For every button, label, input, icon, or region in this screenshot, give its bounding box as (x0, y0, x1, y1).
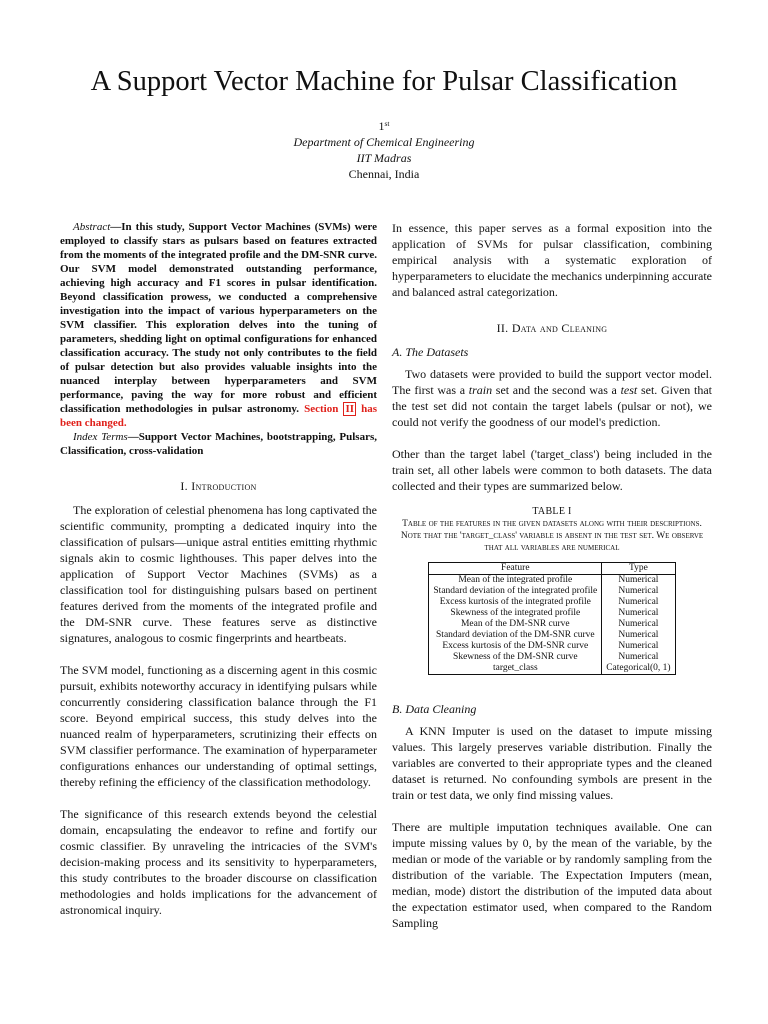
table-cell: Mean of the DM-SNR curve (429, 619, 602, 630)
table-row (429, 663, 675, 675)
cleaning-paragraph-2: There are multiple imputation techniques available. One can impute missing values by 0, by the mean of the variable, by the median or mode of the variable or by randomly sampling from the distribution of the variable. The Expectation Imputers (mean, median, mode) distort the distribution of the imputed data about the expectation estimator used, when compared to the Random Sampling (392, 820, 712, 930)
table-cell: Excess kurtosis of the DM-SNR curve (429, 641, 602, 652)
datasets-paragraph-1: Two datasets were provided to build the support vector model. The first was a train set and the second was a test set. Given that the test set did not contain the target labels (pulsar or not), we could not verify the goodness of our model's prediction. (392, 367, 712, 429)
section-heading-data-cleaning: II. Data and Cleaning (496, 321, 608, 335)
table-header-type: Type (602, 563, 675, 575)
subsection-heading-datasets: A. The Datasets (392, 345, 469, 359)
section-reference-link[interactable]: II (345, 403, 355, 415)
table-header-feature: Feature (429, 563, 602, 575)
author-block (0, 118, 768, 182)
table-cell: Numerical (602, 575, 675, 587)
abstract-text: —In this study, Support Vector Machines (SVMs) were employed to classify stars as pulsars based on features extracted from the moments of the integrated profile and the DM-SNR curve. Our SVM model demonstrated outstanding performance, achieving high accuracy and F1 scores in pulsar identification. Beyond classification prowess, we conducted a comprehensive investigation into the impact of various hyperparameters on the SVM classifier. This exploration delves into the tuning of parameters, shedding light on optimal configurations for enhanced classification accuracy. The study not only contributes to the field of pulsar detection but also provides valuable insights into the nuanced interplay between hyperparameters and SVM performance, paving the way for more robust and efficient classification methodologies in pulsar astronomy. (60, 221, 377, 415)
table-cell: Numerical (602, 641, 675, 652)
table-cell: Numerical (602, 608, 675, 619)
section-heading-introduction: I. Introduction (180, 479, 257, 493)
abstract (60, 220, 377, 430)
table-cell: Excess kurtosis of the integrated profile (429, 597, 602, 608)
author-location: Chennai, India (348, 167, 420, 181)
features-table (428, 562, 675, 675)
author-institution: IIT Madras (356, 151, 412, 165)
author-ordinal: 1st (378, 119, 390, 133)
table-row (429, 652, 675, 663)
table-cell: Numerical (602, 630, 675, 641)
intro-paragraph-1: The exploration of celestial phenomena has long captivated the scientific community, prompting a dedicated inquiry into the classification of pulsars—unique astral entities emitting rhythmic signals akin to cosmic lighthouses. This paper delves into the application of Support Vector Machines (SVMs) as a classification tool for distinguishing pulsars based on pertinent features derived from the moments of the integrated profile and the DM-SNR curve. These features serve as distinctive signatures, analogous to cosmic fingerprints and heartbeats. (60, 503, 377, 645)
table-description: Table of the features in the given datasets along with their descriptions. Note that the 'target_class' variable is absent in the test set. We observe that all variables are numerical (400, 519, 704, 553)
right-column (392, 220, 712, 931)
intro-paragraph-4: In essence, this paper serves as a formal exposition into the application of SVMs for pulsar classification, combining empirical analysis with a systematic exploration of hyperparameters to elucidate the mechanics underpinning accurate and balanced astral categorization. (392, 221, 712, 299)
index-terms (60, 430, 377, 458)
intro-paragraph-2: The SVM model, functioning as a discerning agent in this cosmic pursuit, exhibits noteworthy accuracy in identifying pulsars while concurrently considering classification balance through the F1 score. Beyond empirical success, this study delves into the nuanced realm of hyperparameters, scrutinizing their effects on SVM classifier performance. The examination of hyperparameter configurations enhances our understanding of optimal settings, thereby refining the efficiency of the classification methodology. (60, 663, 377, 789)
left-column (60, 220, 377, 918)
table-row (429, 630, 675, 641)
table-cell: Standard deviation of the integrated profile (429, 586, 602, 597)
table-cell: Skewness of the integrated profile (429, 608, 602, 619)
change-note: Section II has been changed. (60, 403, 378, 429)
abstract-label: Abstract (73, 221, 111, 233)
index-terms-label: Index Terms (73, 431, 128, 443)
table-label: TABLE I (532, 506, 572, 517)
table-row (429, 619, 675, 630)
author-department: Department of Chemical Engineering (293, 135, 475, 149)
intro-paragraph-3: The significance of this research extends beyond the celestial domain, encapsulating the endeavor to refine and fortify our cosmic classifier. By unraveling the intricacies of the SVM's decision-making process and its sensitivity to hyperparameters, this study contributes to the broader discourse on classification methodologies and holds implications for the advancement of astronomical inquiry. (60, 807, 377, 917)
table-cell: Numerical (602, 586, 675, 597)
table-row (429, 641, 675, 652)
datasets-paragraph-2: Other than the target label ('target_class') being included in the train set, all other labels were common to both datasets. The data collected and their types are summarized below. (392, 447, 712, 493)
table-cell: Numerical (602, 597, 675, 608)
table-cell: Mean of the integrated profile (429, 575, 602, 587)
table-cell: Standard deviation of the DM-SNR curve (429, 630, 602, 641)
table-cell: Skewness of the DM-SNR curve (429, 652, 602, 663)
table-row (429, 575, 675, 587)
table-row (429, 608, 675, 619)
cleaning-paragraph-1: A KNN Imputer is used on the dataset to impute missing values. This largely preserves variable distribution. Finally the variables are converted to their appropriate types and the cleaned dataset is returned. No confounding symbols are present in the train or test data, we only find missing values. (392, 724, 712, 802)
table-header-row (429, 563, 675, 575)
index-terms-text: —Support Vector Machines, bootstrapping, Pulsars, Classification, cross-validation (60, 431, 377, 457)
table-cell: Categorical(0, 1) (602, 663, 675, 675)
table-row (429, 586, 675, 597)
subsection-heading-data-cleaning: B. Data Cleaning (392, 702, 477, 716)
table-cell: target_class (429, 663, 602, 675)
table-cell: Numerical (602, 652, 675, 663)
paper-title: A Support Vector Machine for Pulsar Classification (90, 66, 678, 97)
table-row (429, 597, 675, 608)
table-cell: Numerical (602, 619, 675, 630)
table-caption (398, 506, 706, 554)
